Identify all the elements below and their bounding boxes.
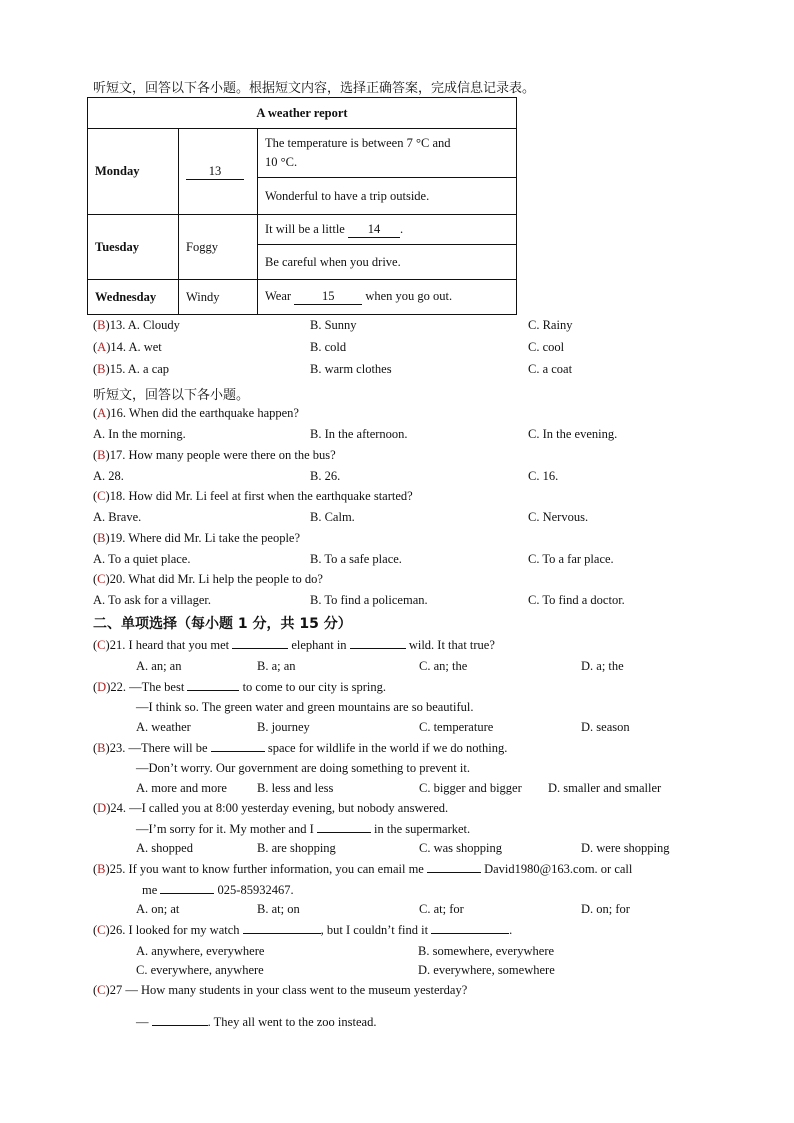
q14-option-b: B. cold bbox=[310, 340, 347, 354]
q24-option-b: B. are shopping bbox=[257, 841, 336, 855]
tuesday-weather: Foggy bbox=[179, 215, 258, 280]
q22-option-b: B. journey bbox=[257, 720, 310, 734]
stem: — How many students in your class went to the museum yesterday? bbox=[125, 983, 468, 997]
section2-title: 二、单项选择（每小题 1 分，共 15 分） bbox=[93, 616, 352, 632]
q16-option-c: C. In the evening. bbox=[528, 427, 618, 441]
blank-13: 13 bbox=[186, 164, 244, 180]
q26-option-b: B. somewhere, everywhere bbox=[418, 944, 555, 958]
question-16: (A)16. When did the earthquake happen? bbox=[93, 406, 299, 420]
blank-15: 15 bbox=[294, 289, 362, 305]
tuesday-row1-post: . bbox=[399, 221, 404, 236]
blank bbox=[431, 933, 509, 934]
q23-option-d: D. smaller and smaller bbox=[548, 781, 662, 795]
q22-option-d: D. season bbox=[581, 720, 630, 734]
q25-option-a: A. on; at bbox=[136, 902, 180, 916]
answer: B bbox=[97, 362, 106, 376]
question-23: (B)23. —There will be space for wildlife in the world if we do nothing. bbox=[93, 741, 508, 755]
answer: C bbox=[97, 923, 106, 937]
q13-option-b: B. Sunny bbox=[310, 318, 357, 332]
line2-post: in the supermarket. bbox=[374, 822, 471, 836]
q19-option-c: C. To a far place. bbox=[528, 552, 614, 566]
q27-line2 bbox=[136, 1015, 376, 1030]
tuesday-row1-pre: It will be a little bbox=[265, 221, 345, 236]
q16-option-b: B. In the afternoon. bbox=[310, 427, 408, 441]
answer: B bbox=[97, 448, 106, 462]
answer: D bbox=[97, 801, 107, 815]
stem: 20. What did Mr. Li help the people to do? bbox=[109, 572, 323, 586]
q18-option-a: A. Brave. bbox=[93, 510, 142, 524]
stem-post: . bbox=[509, 923, 513, 937]
stem: 16. When did the earthquake happen? bbox=[110, 406, 299, 420]
wednesday-weather: Windy bbox=[179, 280, 258, 315]
q22-option-c: C. temperature bbox=[419, 720, 494, 734]
q25-option-c: C. at; for bbox=[419, 902, 464, 916]
wednesday-row1-post: when you go out. bbox=[365, 289, 453, 303]
question-number: 15. bbox=[109, 362, 126, 376]
section1b-instruction: 听短文，回答以下各小题。 bbox=[93, 388, 250, 403]
question-15: (B)15. A. a cap bbox=[93, 362, 170, 376]
q17-option-a: A. 28. bbox=[93, 469, 124, 483]
q23-line2: —Don’t worry. Our government are doing something to prevent it. bbox=[136, 761, 470, 775]
q18-option-b: B. Calm. bbox=[310, 510, 355, 524]
question-number: 14. bbox=[110, 340, 126, 354]
question-21: (C)21. I heard that you met elephant in wild. It that true? bbox=[93, 638, 495, 652]
line2-pre: me bbox=[142, 883, 158, 897]
section1-instruction: 听短文，回答以下各小题。根据短文内容，选择正确答案，完成信息记录表。 bbox=[93, 81, 536, 96]
stem-post: David1980@163.com. or call bbox=[484, 862, 633, 876]
answer: B bbox=[97, 531, 106, 545]
q14-option-c: C. cool bbox=[528, 340, 565, 354]
answer: C bbox=[97, 572, 106, 586]
question-19: (B)19. Where did Mr. Li take the people? bbox=[93, 531, 301, 545]
answer: B bbox=[97, 862, 106, 876]
answer: C bbox=[97, 983, 106, 997]
q23-option-c: C. bigger and bigger bbox=[419, 781, 522, 795]
answer: C bbox=[97, 638, 106, 652]
q21-option-c: C. an; the bbox=[419, 659, 468, 673]
q24-line2 bbox=[136, 822, 470, 837]
blank bbox=[317, 832, 371, 833]
table-title: A weather report bbox=[88, 98, 517, 129]
stem: 17. How many people were there on the bus? bbox=[109, 448, 336, 462]
blank bbox=[152, 1025, 208, 1026]
q24-option-d: D. were shopping bbox=[581, 841, 670, 855]
question-number: 27 bbox=[109, 983, 123, 997]
answer: C bbox=[97, 489, 106, 503]
q21-option-d: D. a; the bbox=[581, 659, 624, 673]
question-22: (D)22. —The best to come to our city is spring. bbox=[93, 680, 386, 694]
stem: 21. I heard that you met bbox=[109, 638, 230, 652]
stem-mid: , but I couldn’t find it bbox=[320, 923, 429, 937]
q24-option-c: C. was shopping bbox=[419, 841, 502, 855]
tuesday-row2: Be careful when you drive. bbox=[258, 245, 517, 280]
q19-option-b: B. To a safe place. bbox=[310, 552, 402, 566]
blank bbox=[211, 751, 265, 752]
q21-option-a: A. an; an bbox=[136, 659, 182, 673]
q19-option-a: A. To a quiet place. bbox=[93, 552, 191, 566]
line2-pre: —I’m sorry for it. My mother and I bbox=[136, 822, 314, 836]
q23-option-a: A. more and more bbox=[136, 781, 227, 795]
blank bbox=[187, 690, 239, 691]
q25-line2 bbox=[142, 883, 294, 898]
q24-option-a: A. shopped bbox=[136, 841, 193, 855]
question-18: (C)18. How did Mr. Li feel at first when the earthquake started? bbox=[93, 489, 413, 503]
stem: 23. —There will be bbox=[109, 741, 208, 755]
q22-option-a: A. weather bbox=[136, 720, 191, 734]
q26-option-c: C. everywhere, anywhere bbox=[136, 963, 264, 977]
question-20: (C)20. What did Mr. Li help the people to do? bbox=[93, 572, 323, 586]
question-24: (D)24. —I called you at 8:00 yesterday evening, but nobody answered. bbox=[93, 801, 449, 815]
stem-post: to come to our city is spring. bbox=[242, 680, 386, 694]
blank bbox=[232, 648, 288, 649]
q25-option-d: D. on; for bbox=[581, 902, 630, 916]
blank bbox=[350, 648, 406, 649]
monday-cell: Monday bbox=[88, 129, 179, 215]
question-17: (B)17. How many people were there on the bus? bbox=[93, 448, 336, 462]
q17-option-b: B. 26. bbox=[310, 469, 341, 483]
q16-option-a: A. In the morning. bbox=[93, 427, 186, 441]
stem: 19. Where did Mr. Li take the people? bbox=[109, 531, 301, 545]
stem: 22. —The best bbox=[110, 680, 185, 694]
q26-option-d: D. everywhere, somewhere bbox=[418, 963, 555, 977]
monday-row1b: 10 °C. bbox=[265, 155, 298, 169]
stem: 25. If you want to know further information, you can email me bbox=[109, 862, 424, 876]
question-13: (B)13. A. Cloudy bbox=[93, 318, 180, 332]
monday-row2: Wonderful to have a trip outside. bbox=[258, 178, 517, 215]
wednesday-row1-pre: Wear bbox=[265, 289, 292, 303]
question-27: (C)27 — How many students in your class went to the museum yesterday? bbox=[93, 983, 468, 997]
q20-option-b: B. To find a policeman. bbox=[310, 593, 428, 607]
option-a: A. wet bbox=[128, 340, 162, 354]
q22-line2: —I think so. The green water and green mountains are so beautiful. bbox=[136, 700, 474, 714]
option-a: A. a cap bbox=[127, 362, 170, 376]
question-26: (C)26. I looked for my watch , but I couldn’t find it . bbox=[93, 923, 513, 937]
stem-mid: elephant in bbox=[291, 638, 347, 652]
q17-option-c: C. 16. bbox=[528, 469, 559, 483]
stem: 24. —I called you at 8:00 yesterday evening, but nobody answered. bbox=[110, 801, 449, 815]
line2-post: 025-85932467. bbox=[217, 883, 294, 897]
q18-option-c: C. Nervous. bbox=[528, 510, 589, 524]
answer: A bbox=[97, 406, 107, 420]
answer: B bbox=[97, 318, 106, 332]
blank-14: 14 bbox=[348, 222, 400, 238]
blank bbox=[243, 933, 321, 934]
option-a: A. Cloudy bbox=[127, 318, 180, 332]
line2-post: . They all went to the zoo instead. bbox=[207, 1015, 377, 1029]
stem: 18. How did Mr. Li feel at first when the earthquake started? bbox=[109, 489, 413, 503]
answer: B bbox=[97, 741, 106, 755]
q15-option-c: C. a coat bbox=[528, 362, 573, 376]
q21-option-b: B. a; an bbox=[257, 659, 296, 673]
question-25: (B)25. If you want to know further information, you can email me David1980@163.com. or call bbox=[93, 862, 633, 876]
line2-pre: — bbox=[136, 1015, 149, 1029]
q20-option-c: C. To find a doctor. bbox=[528, 593, 625, 607]
wednesday-cell: Wednesday bbox=[88, 280, 179, 315]
monday-row1: The temperature is between 7 °C and bbox=[265, 136, 451, 150]
q26-option-a: A. anywhere, everywhere bbox=[136, 944, 265, 958]
blank bbox=[160, 893, 214, 894]
q20-option-a: A. To ask for a villager. bbox=[93, 593, 211, 607]
stem-post: space for wildlife in the world if we do nothing. bbox=[267, 741, 508, 755]
blank bbox=[427, 872, 481, 873]
q13-option-c: C. Rainy bbox=[528, 318, 573, 332]
answer: D bbox=[97, 680, 107, 694]
question-number: 13. bbox=[109, 318, 126, 332]
q15-option-b: B. warm clothes bbox=[310, 362, 392, 376]
q25-option-b: B. at; on bbox=[257, 902, 300, 916]
question-14: (A)14. A. wet bbox=[93, 340, 162, 354]
stem: 26. I looked for my watch bbox=[109, 923, 240, 937]
q23-option-b: B. less and less bbox=[257, 781, 334, 795]
answer: A bbox=[97, 340, 107, 354]
weather-report-table bbox=[87, 97, 517, 315]
stem-post: wild. It that true? bbox=[408, 638, 495, 652]
tuesday-cell: Tuesday bbox=[88, 215, 179, 280]
